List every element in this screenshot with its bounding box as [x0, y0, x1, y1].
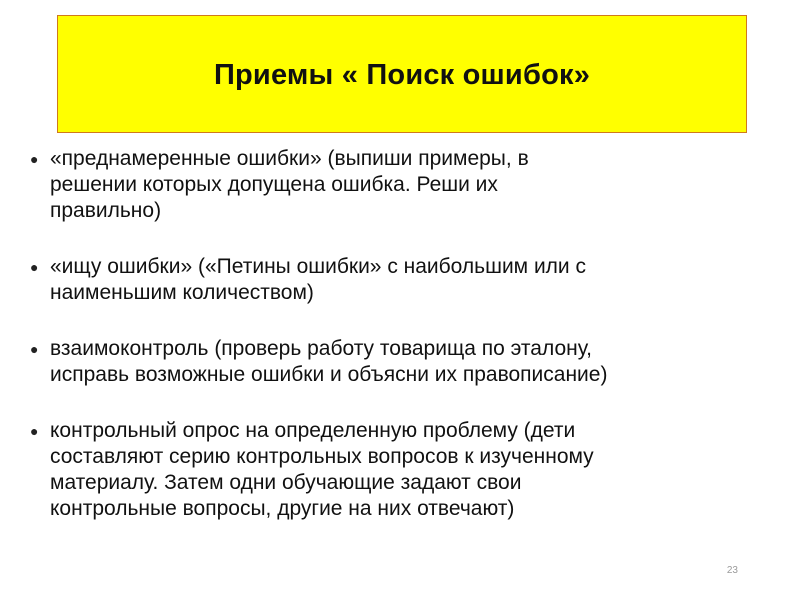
bullet-text: взаимоконтроль (проверь работу товарища по эталону, исправь возможные ошибки и объясни их правописание) — [50, 337, 608, 386]
bullet-item — [28, 146, 768, 224]
title-box — [57, 15, 747, 133]
bullet-icon: ● — [30, 259, 39, 275]
bullet-icon: ● — [30, 151, 39, 167]
bullet-list — [28, 146, 768, 552]
bullet-text: контрольный опрос на определенную проблему (дети составляют серию контрольных вопросов к изученному материалу. Затем одни обучающие задают свои контрольные вопросы, другие на них отвечают) — [50, 419, 594, 520]
bullet-text: «преднамеренные ошибки» (выпиши примеры, в решении которых допущена ошибка. Реши их правильно) — [50, 147, 529, 222]
bullet-text: «ищу ошибки» («Петины ошибки» с наибольшим или с наименьшим количеством) — [50, 255, 586, 304]
bullet-item — [28, 336, 768, 388]
page-number: 23 — [726, 565, 738, 576]
slide-title: Приемы « Поиск ошибок» — [213, 58, 591, 91]
bullet-icon: ● — [30, 423, 39, 439]
bullet-item — [28, 418, 768, 522]
bullet-item — [28, 254, 768, 306]
bullet-icon: ● — [30, 341, 39, 357]
